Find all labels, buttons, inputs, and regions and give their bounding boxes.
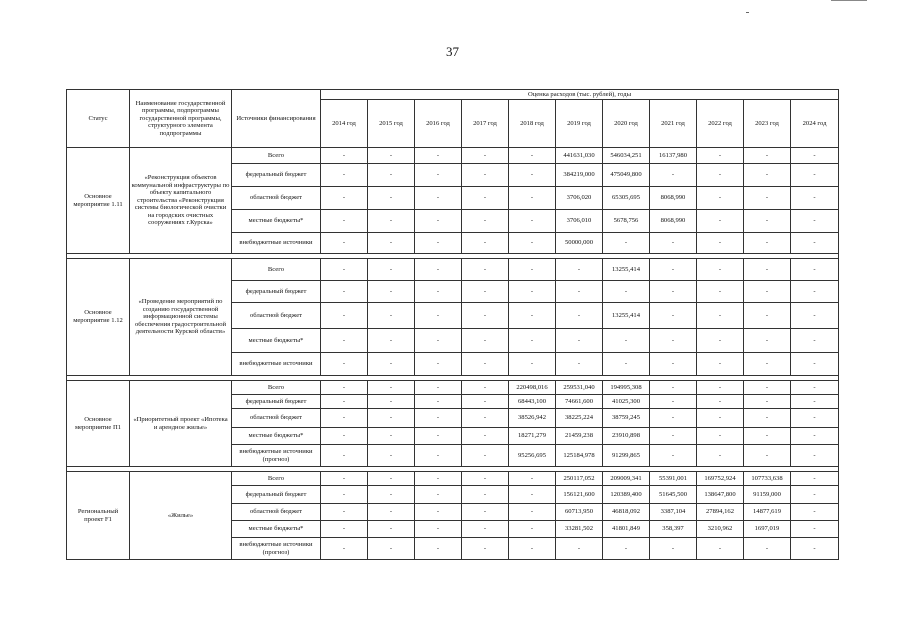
amount-cell: - (509, 148, 556, 164)
funding-source-cell: внебюджетные источники (прогноз) (232, 445, 321, 467)
header-year: 2014 год (321, 100, 368, 148)
header-status: Статус (67, 90, 130, 148)
amount-cell: 384219,000 (556, 164, 603, 187)
amount-cell: - (791, 538, 839, 560)
amount-cell: - (791, 486, 839, 504)
amount-cell: - (744, 210, 791, 233)
amount-cell: - (368, 395, 415, 409)
amount-cell: - (321, 521, 368, 538)
funding-source-cell: местные бюджеты* (232, 329, 321, 353)
amount-cell: 156121,600 (556, 486, 603, 504)
amount-cell: - (415, 281, 462, 303)
amount-cell: - (650, 445, 697, 467)
header-estimate: Оценка расходов (тыс. рублей), годы (321, 90, 839, 100)
amount-cell: - (744, 428, 791, 445)
amount-cell: - (650, 329, 697, 353)
amount-cell: - (368, 428, 415, 445)
amount-cell: - (321, 428, 368, 445)
funding-source-cell: Всего (232, 381, 321, 395)
amount-cell: - (462, 538, 509, 560)
amount-cell: - (462, 233, 509, 254)
amount-cell: - (509, 521, 556, 538)
amount-cell: - (650, 428, 697, 445)
amount-cell: - (321, 281, 368, 303)
amount-cell: - (368, 233, 415, 254)
amount-cell: - (321, 486, 368, 504)
funding-source-cell: местные бюджеты* (232, 521, 321, 538)
amount-cell: 3387,104 (650, 504, 697, 521)
amount-cell: - (415, 259, 462, 281)
amount-cell: 21459,238 (556, 428, 603, 445)
funding-source-cell: Всего (232, 259, 321, 281)
amount-cell: - (462, 445, 509, 467)
amount-cell: - (697, 428, 744, 445)
amount-cell: - (697, 303, 744, 329)
amount-cell: - (744, 409, 791, 428)
amount-cell: - (791, 445, 839, 467)
amount-cell: - (509, 329, 556, 353)
amount-cell: - (321, 164, 368, 187)
amount-cell: - (650, 259, 697, 281)
amount-cell: - (415, 504, 462, 521)
header-year: 2021 год (650, 100, 697, 148)
amount-cell: - (650, 303, 697, 329)
amount-cell: - (415, 395, 462, 409)
amount-cell: - (744, 445, 791, 467)
amount-cell: - (509, 538, 556, 560)
amount-cell: - (462, 504, 509, 521)
amount-cell: - (697, 409, 744, 428)
amount-cell: - (791, 395, 839, 409)
amount-cell: 55391,001 (650, 472, 697, 486)
amount-cell: - (791, 472, 839, 486)
amount-cell: 13255,414 (603, 303, 650, 329)
funding-source-cell: федеральный бюджет (232, 281, 321, 303)
amount-cell: - (368, 281, 415, 303)
header-year: 2016 год (415, 100, 462, 148)
amount-cell: - (462, 428, 509, 445)
funding-source-cell: внебюджетные источники (232, 353, 321, 376)
amount-cell: - (462, 148, 509, 164)
amount-cell: - (462, 303, 509, 329)
funding-source-cell: внебюджетные источники (232, 233, 321, 254)
page-number: 37 (446, 44, 459, 59)
amount-cell: - (415, 353, 462, 376)
amount-cell: - (462, 395, 509, 409)
scan-mark (831, 0, 867, 1)
amount-cell: - (462, 472, 509, 486)
amount-cell: - (791, 521, 839, 538)
program-name-cell: «Реконструкция объектов коммунальной инфраструктуры по объекту капитального строительства «Реконструкция системы биологической очистки на городских очистных сооружениях г.Курска» (130, 148, 232, 254)
header-sources: Источники финансирования (232, 90, 321, 148)
amount-cell: - (697, 445, 744, 467)
amount-cell: - (697, 187, 744, 210)
status-cell: Основное мероприятие 1.11 (67, 148, 130, 254)
header-year: 2017 год (462, 100, 509, 148)
amount-cell: - (368, 303, 415, 329)
amount-cell: 38526,942 (509, 409, 556, 428)
amount-cell: - (415, 521, 462, 538)
amount-cell: - (650, 409, 697, 428)
amount-cell: - (556, 303, 603, 329)
table-row (67, 472, 839, 486)
amount-cell: 65305,695 (603, 187, 650, 210)
funding-source-cell: областной бюджет (232, 303, 321, 329)
amount-cell: - (791, 233, 839, 254)
funding-source-cell: федеральный бюджет (232, 164, 321, 187)
amount-cell: 358,397 (650, 521, 697, 538)
amount-cell: - (368, 148, 415, 164)
amount-cell: 125184,978 (556, 445, 603, 467)
amount-cell: - (321, 472, 368, 486)
amount-cell: 475049,800 (603, 164, 650, 187)
program-name-cell: «Проведение мероприятий по созданию государственной информационной системы обеспечения градостроительной деятельности Курской области» (130, 259, 232, 376)
amount-cell: 138647,800 (697, 486, 744, 504)
amount-cell: - (791, 353, 839, 376)
amount-cell: - (415, 445, 462, 467)
amount-cell: - (509, 187, 556, 210)
amount-cell: - (744, 233, 791, 254)
amount-cell: - (603, 281, 650, 303)
funding-source-cell: внебюджетные источники (прогноз) (232, 538, 321, 560)
amount-cell: - (462, 210, 509, 233)
funding-source-cell: областной бюджет (232, 409, 321, 428)
amount-cell: 50000,000 (556, 233, 603, 254)
status-cell: Основное мероприятие 1.12 (67, 259, 130, 376)
amount-cell: - (697, 210, 744, 233)
header-year: 2020 год (603, 100, 650, 148)
amount-cell: - (603, 329, 650, 353)
funding-source-cell: областной бюджет (232, 187, 321, 210)
status-cell: Региональный проект F1 (67, 472, 130, 560)
amount-cell: - (791, 428, 839, 445)
amount-cell: 18271,279 (509, 428, 556, 445)
amount-cell: - (744, 164, 791, 187)
amount-cell: - (368, 486, 415, 504)
table-row (67, 381, 839, 395)
amount-cell: - (556, 353, 603, 376)
amount-cell: - (509, 281, 556, 303)
amount-cell: 16137,980 (650, 148, 697, 164)
amount-cell: 41025,300 (603, 395, 650, 409)
amount-cell: - (321, 259, 368, 281)
header-year: 2018 год (509, 100, 556, 148)
amount-cell: - (650, 353, 697, 376)
amount-cell: - (697, 148, 744, 164)
amount-cell: - (368, 164, 415, 187)
amount-cell: 194995,308 (603, 381, 650, 395)
amount-cell: - (603, 233, 650, 254)
amount-cell: - (415, 164, 462, 187)
amount-cell: - (368, 353, 415, 376)
amount-cell: 8068,990 (650, 187, 697, 210)
amount-cell: - (368, 259, 415, 281)
amount-cell: 23910,898 (603, 428, 650, 445)
amount-cell: - (697, 538, 744, 560)
amount-cell: - (697, 395, 744, 409)
header-year: 2023 год (744, 100, 791, 148)
amount-cell: - (697, 281, 744, 303)
amount-cell: 3706,020 (556, 187, 603, 210)
amount-cell: - (744, 303, 791, 329)
amount-cell: - (321, 233, 368, 254)
amount-cell: - (791, 281, 839, 303)
amount-cell: - (462, 187, 509, 210)
amount-cell: - (650, 281, 697, 303)
amount-cell: - (744, 148, 791, 164)
amount-cell: - (321, 395, 368, 409)
amount-cell: 546034,251 (603, 148, 650, 164)
amount-cell: 91159,000 (744, 486, 791, 504)
header-year: 2015 год (368, 100, 415, 148)
amount-cell: - (791, 381, 839, 395)
amount-cell: 91299,865 (603, 445, 650, 467)
amount-cell: - (415, 148, 462, 164)
amount-cell: - (744, 329, 791, 353)
amount-cell: - (509, 210, 556, 233)
amount-cell: 209009,341 (603, 472, 650, 486)
amount-cell: - (791, 303, 839, 329)
amount-cell: 95256,695 (509, 445, 556, 467)
amount-cell: 120389,400 (603, 486, 650, 504)
funding-source-cell: областной бюджет (232, 504, 321, 521)
amount-cell: - (321, 409, 368, 428)
amount-cell: - (368, 381, 415, 395)
amount-cell: - (791, 210, 839, 233)
amount-cell: - (509, 259, 556, 281)
table-row (67, 259, 839, 281)
amount-cell: - (744, 259, 791, 281)
funding-source-cell: федеральный бюджет (232, 486, 321, 504)
amount-cell: 250117,052 (556, 472, 603, 486)
amount-cell: - (509, 303, 556, 329)
amount-cell: - (321, 210, 368, 233)
amount-cell: - (462, 259, 509, 281)
table-body (67, 148, 839, 560)
amount-cell: - (650, 164, 697, 187)
amount-cell: 220498,016 (509, 381, 556, 395)
amount-cell: - (368, 409, 415, 428)
amount-cell: 169752,924 (697, 472, 744, 486)
amount-cell: 8068,990 (650, 210, 697, 233)
amount-cell: - (415, 428, 462, 445)
amount-cell: - (415, 472, 462, 486)
amount-cell: 13255,414 (603, 259, 650, 281)
amount-cell: - (368, 210, 415, 233)
amount-cell: 1697,019 (744, 521, 791, 538)
amount-cell: - (321, 187, 368, 210)
amount-cell: - (744, 395, 791, 409)
amount-cell: - (368, 329, 415, 353)
amount-cell: - (697, 353, 744, 376)
amount-cell: - (415, 303, 462, 329)
amount-cell: - (697, 164, 744, 187)
funding-source-cell: местные бюджеты* (232, 210, 321, 233)
header-year: 2022 год (697, 100, 744, 148)
header-year: 2019 год (556, 100, 603, 148)
amount-cell: - (791, 187, 839, 210)
amount-cell: - (650, 381, 697, 395)
amount-cell: - (462, 409, 509, 428)
amount-cell: - (744, 538, 791, 560)
amount-cell: - (462, 353, 509, 376)
amount-cell: 3706,010 (556, 210, 603, 233)
amount-cell: - (321, 303, 368, 329)
program-name-cell: «Приоритетный проект «Ипотека и арендное жилье» (130, 381, 232, 467)
amount-cell: - (791, 329, 839, 353)
amount-cell: 74661,600 (556, 395, 603, 409)
amount-cell: - (650, 233, 697, 254)
amount-cell: - (368, 445, 415, 467)
amount-cell: - (697, 381, 744, 395)
amount-cell: - (509, 486, 556, 504)
amount-cell: - (321, 353, 368, 376)
amount-cell: - (603, 538, 650, 560)
amount-cell: - (415, 538, 462, 560)
amount-cell: - (697, 233, 744, 254)
amount-cell: - (603, 353, 650, 376)
header-year: 2024 год (791, 100, 839, 148)
amount-cell: - (556, 538, 603, 560)
amount-cell: - (791, 259, 839, 281)
amount-cell: - (462, 281, 509, 303)
amount-cell: - (744, 381, 791, 395)
amount-cell: - (650, 538, 697, 560)
amount-cell: - (368, 521, 415, 538)
amount-cell: 5678,756 (603, 210, 650, 233)
amount-cell: - (415, 329, 462, 353)
amount-cell: 3210,962 (697, 521, 744, 538)
amount-cell: 259531,040 (556, 381, 603, 395)
amount-cell: - (321, 445, 368, 467)
program-name-cell: «Жилье» (130, 472, 232, 560)
amount-cell: 107733,638 (744, 472, 791, 486)
amount-cell: - (556, 329, 603, 353)
amount-cell: - (509, 164, 556, 187)
amount-cell: - (321, 381, 368, 395)
amount-cell: - (415, 409, 462, 428)
funding-source-cell: местные бюджеты* (232, 428, 321, 445)
funding-source-cell: Всего (232, 148, 321, 164)
amount-cell: - (744, 353, 791, 376)
amount-cell: - (415, 187, 462, 210)
amount-cell: - (744, 187, 791, 210)
amount-cell: 60713,950 (556, 504, 603, 521)
amount-cell: - (509, 353, 556, 376)
amount-cell: - (415, 233, 462, 254)
amount-cell: 441631,030 (556, 148, 603, 164)
amount-cell: 38759,245 (603, 409, 650, 428)
amount-cell: - (697, 329, 744, 353)
amount-cell: - (791, 148, 839, 164)
amount-cell: - (321, 329, 368, 353)
amount-cell: 38225,224 (556, 409, 603, 428)
table-row (67, 148, 839, 164)
amount-cell: - (415, 210, 462, 233)
amount-cell: - (321, 538, 368, 560)
amount-cell: 27894,162 (697, 504, 744, 521)
amount-cell: - (462, 381, 509, 395)
header-name: Наименование государственной программы, подпрограммы государственной программы, структурного элемента подпрограммы (130, 90, 232, 148)
amount-cell: - (556, 259, 603, 281)
scan-tick (746, 12, 749, 13)
amount-cell: - (368, 187, 415, 210)
amount-cell: 68443,100 (509, 395, 556, 409)
amount-cell: - (462, 486, 509, 504)
amount-cell: - (368, 472, 415, 486)
status-cell: Основное мероприятие П1 (67, 381, 130, 467)
amount-cell: 51645,500 (650, 486, 697, 504)
amount-cell: - (509, 504, 556, 521)
amount-cell: 41801,849 (603, 521, 650, 538)
amount-cell: - (462, 329, 509, 353)
amount-cell: - (462, 521, 509, 538)
amount-cell: 14877,619 (744, 504, 791, 521)
amount-cell: - (556, 281, 603, 303)
amount-cell: - (462, 164, 509, 187)
amount-cell: - (791, 164, 839, 187)
amount-cell: - (368, 538, 415, 560)
amount-cell: - (744, 281, 791, 303)
amount-cell: - (650, 395, 697, 409)
amount-cell: - (321, 504, 368, 521)
amount-cell: - (509, 472, 556, 486)
amount-cell: - (791, 409, 839, 428)
funding-source-cell: федеральный бюджет (232, 395, 321, 409)
amount-cell: - (415, 486, 462, 504)
budget-table (66, 89, 839, 560)
funding-source-cell: Всего (232, 472, 321, 486)
amount-cell: 46818,092 (603, 504, 650, 521)
amount-cell: - (321, 148, 368, 164)
amount-cell: - (697, 259, 744, 281)
amount-cell: - (415, 381, 462, 395)
amount-cell: - (509, 233, 556, 254)
amount-cell: 33281,502 (556, 521, 603, 538)
amount-cell: - (368, 504, 415, 521)
amount-cell: - (791, 504, 839, 521)
